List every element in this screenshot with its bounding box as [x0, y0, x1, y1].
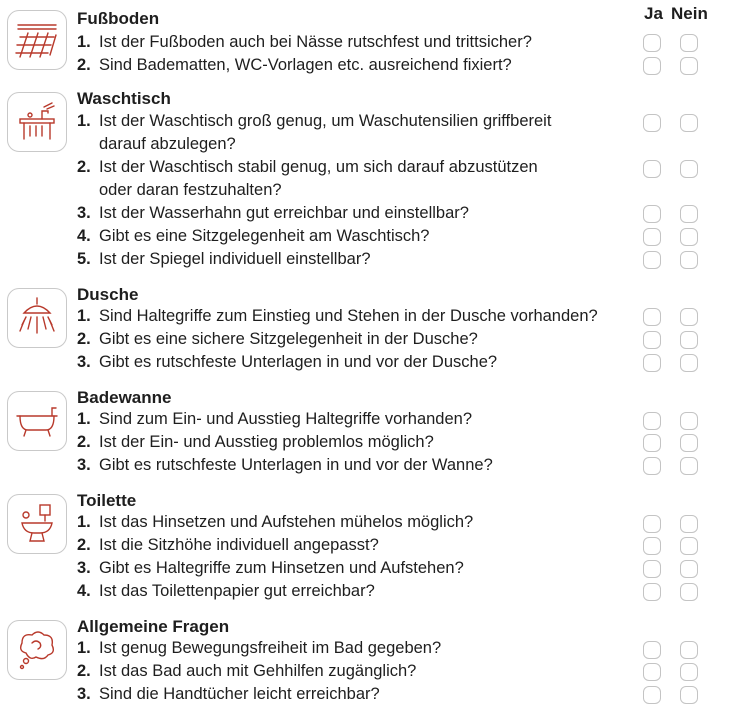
checkbox-nein[interactable]: [680, 228, 698, 246]
section-title: Fußboden: [77, 9, 160, 28]
section-title: Badewanne: [77, 388, 172, 407]
question-item: 3. Gibt es rutschfeste Unterlagen in und vor der Dusche?: [77, 353, 498, 371]
question-item: 1. Sind zum Ein- und Ausstieg Haltegriffe vorhanden?: [77, 410, 473, 428]
question-item: 2. Ist das Bad auch mit Gehhilfen zugänglich?: [77, 662, 417, 680]
question-item: 1. Ist der Waschtisch groß genug, um Waschutensilien griffbereit darauf abzulegen?: [77, 112, 552, 153]
checkbox-ja[interactable]: [643, 412, 661, 430]
checkbox-ja[interactable]: [643, 205, 661, 223]
question-item: 2. Ist der Waschtisch stabil genug, um sich darauf abzustützen oder daran festzuhalten?: [77, 158, 538, 199]
checkbox-ja[interactable]: [643, 434, 661, 452]
question-item: 2. Gibt es eine sichere Sitzgelegenheit in der Dusche?: [77, 330, 478, 348]
checkbox-nein[interactable]: [680, 641, 698, 659]
checkbox-nein[interactable]: [680, 457, 698, 475]
checkbox-ja[interactable]: [643, 308, 661, 326]
question-item: 3. Ist der Wasserhahn gut erreichbar und einstellbar?: [77, 204, 469, 222]
checkbox-nein[interactable]: [680, 308, 698, 326]
checkbox-ja[interactable]: [643, 114, 661, 132]
checkbox-nein[interactable]: [680, 537, 698, 555]
checkbox-nein[interactable]: [680, 354, 698, 372]
checkbox-ja[interactable]: [643, 34, 661, 52]
checkbox-nein[interactable]: [680, 114, 698, 132]
checkbox-ja[interactable]: [643, 457, 661, 475]
checkbox-ja[interactable]: [643, 354, 661, 372]
column-header-ja: Ja: [644, 4, 663, 23]
thought-bubble-icon: [7, 620, 67, 680]
question-item: 1. Sind Haltegriffe zum Einstieg und Stehen in der Dusche vorhanden?: [77, 307, 598, 325]
checkbox-nein[interactable]: [680, 583, 698, 601]
checkbox-ja[interactable]: [643, 583, 661, 601]
question-item: 4. Ist das Toilettenpapier gut erreichbar?: [77, 582, 375, 600]
section-title: Allgemeine Fragen: [77, 617, 230, 636]
question-item: 2. Ist die Sitzhöhe individuell angepasst?: [77, 536, 379, 554]
checkbox-nein[interactable]: [680, 57, 698, 75]
checkbox-ja[interactable]: [643, 560, 661, 578]
checkbox-nein[interactable]: [680, 331, 698, 349]
checkbox-nein[interactable]: [680, 686, 698, 704]
shower-head-icon: [7, 288, 67, 348]
checkbox-ja[interactable]: [643, 663, 661, 681]
section-title: Dusche: [77, 285, 139, 304]
question-item: 5. Ist der Spiegel individuell einstellbar?: [77, 250, 371, 268]
checkbox-nein[interactable]: [680, 251, 698, 269]
checkbox-nein[interactable]: [680, 160, 698, 178]
checkbox-nein[interactable]: [680, 663, 698, 681]
checkbox-nein[interactable]: [680, 515, 698, 533]
question-item: 1. Ist das Hinsetzen und Aufstehen mühelos möglich?: [77, 513, 474, 531]
question-item: 2. Ist der Ein- und Ausstieg problemlos möglich?: [77, 433, 434, 451]
checkbox-ja[interactable]: [643, 515, 661, 533]
checkbox-ja[interactable]: [643, 686, 661, 704]
floor-tiles-icon: [7, 10, 67, 70]
question-item: 4. Gibt es eine Sitzgelegenheit am Waschtisch?: [77, 227, 430, 245]
question-item: 3. Gibt es rutschfeste Unterlagen in und vor der Wanne?: [77, 456, 493, 474]
checkbox-nein[interactable]: [680, 34, 698, 52]
checkbox-ja[interactable]: [643, 331, 661, 349]
checkbox-ja[interactable]: [643, 57, 661, 75]
column-header-nein: Nein: [671, 4, 708, 23]
checkbox-nein[interactable]: [680, 412, 698, 430]
toilet-icon: [7, 494, 67, 554]
question-item: 2. Sind Badematten, WC-Vorlagen etc. ausreichend fixiert?: [77, 56, 512, 74]
checkbox-ja[interactable]: [643, 641, 661, 659]
question-item: 1. Ist der Fußboden auch bei Nässe rutschfest und trittsicher?: [77, 33, 532, 51]
section-title: Waschtisch: [77, 89, 171, 108]
checkbox-ja[interactable]: [643, 251, 661, 269]
checkbox-ja[interactable]: [643, 160, 661, 178]
checkbox-nein[interactable]: [680, 205, 698, 223]
checkbox-nein[interactable]: [680, 434, 698, 452]
checkbox-ja[interactable]: [643, 537, 661, 555]
checkbox-ja[interactable]: [643, 228, 661, 246]
section-title: Toilette: [77, 491, 137, 510]
checkbox-nein[interactable]: [680, 560, 698, 578]
question-item: 3. Gibt es Haltegriffe zum Hinsetzen und Aufstehen?: [77, 559, 464, 577]
washbasin-icon: [7, 92, 67, 152]
question-item: 3. Sind die Handtücher leicht erreichbar?: [77, 685, 380, 703]
question-item: 1. Ist genug Bewegungsfreiheit im Bad gegeben?: [77, 639, 442, 657]
bathtub-icon: [7, 391, 67, 451]
